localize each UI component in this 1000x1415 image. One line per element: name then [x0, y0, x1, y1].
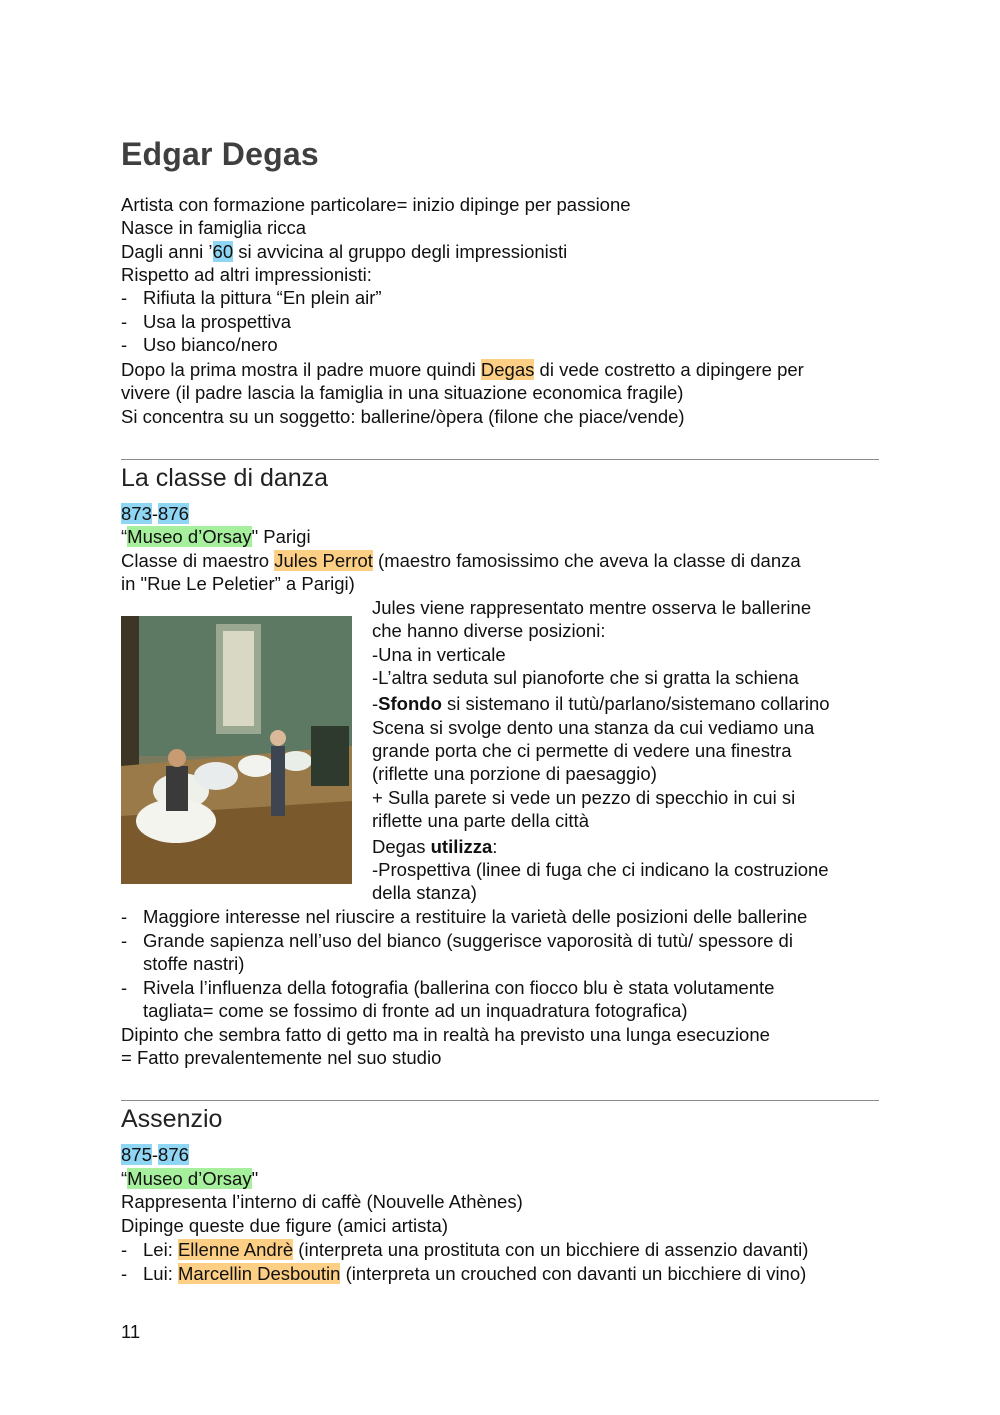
text-span: Dagli anni ’	[121, 241, 213, 262]
bold-text: Sfondo	[378, 693, 442, 714]
text-span: -	[151, 1144, 159, 1165]
intro-line	[121, 240, 567, 263]
bullet-text: Rivela l’influenza della fotografia (ballerina con fiocco blu è stata volutamente	[143, 977, 775, 998]
text-span: (interpreta un crouched con davanti un bicchiere di vino)	[340, 1263, 807, 1284]
text-span: Classe di maestro	[121, 550, 275, 571]
intro-line: Rispetto ad altri impressionisti:	[121, 264, 372, 285]
bullet-item	[121, 286, 382, 309]
text-span: Lui:	[143, 1263, 178, 1284]
text-span: “	[121, 526, 128, 547]
body-line: -Prospettiva (linee di fuga che ci indicano la costruzione	[372, 859, 829, 880]
text-span: si avvicina al gruppo degli impressionisti	[233, 241, 568, 262]
text-span: "	[251, 1168, 259, 1189]
bullet-item	[121, 1238, 808, 1261]
bullet-item	[121, 929, 793, 952]
museum-line	[121, 1167, 258, 1190]
text-span: :	[492, 836, 498, 857]
body-line: (riflette una porzione di paesaggio)	[372, 763, 657, 784]
body-line: + Sulla parete si vede un pezzo di specchio in cui si	[372, 787, 796, 808]
intro-line: Si concentra su un soggetto: ballerine/òpera (filone che piace/vende)	[121, 406, 685, 427]
text-span: (maestro famosissimo che aveva la classe di danza	[372, 550, 801, 571]
bullet-dash: -	[121, 930, 128, 951]
highlight-year: 60	[212, 241, 234, 262]
highlight-museum: Museo d’Orsay	[127, 526, 252, 547]
bullet-dash: -	[121, 1263, 128, 1284]
body-line: della stanza)	[372, 882, 477, 903]
body-line: che hanno diverse posizioni:	[372, 620, 606, 641]
body-line: Scena si svolge dento una stanza da cui vediamo una	[372, 717, 815, 738]
text-span: si sistemano il tutù/parlano/sistemano collarino	[441, 693, 830, 714]
body-line: Rappresenta l’interno di caffè (Nouvelle Athènes)	[121, 1191, 523, 1212]
highlight-year: 875	[121, 1144, 152, 1165]
highlight-name: Ellenne Andrè	[177, 1239, 294, 1260]
body-line	[121, 549, 801, 572]
body-line: Jules viene rappresentato mentre osserva le ballerine	[372, 597, 812, 618]
date-line	[121, 1143, 189, 1166]
text-span: " Parigi	[251, 526, 311, 547]
painting-image	[121, 616, 352, 884]
body-line: -Una in verticale	[372, 644, 506, 665]
intro-line: vivere (il padre lascia la famiglia in una situazione economica fragile)	[121, 382, 684, 403]
bullet-item	[121, 905, 807, 928]
bullet-text: Maggiore interesse nel riuscire a restituire la varietà delle posizioni delle ballerine	[143, 906, 808, 927]
bullet-dash: -	[121, 906, 128, 927]
bullet-text: Uso bianco/nero	[143, 334, 278, 355]
bullet-dash: -	[121, 977, 128, 998]
body-line: riflette una parte della città	[372, 810, 589, 831]
museum-line	[121, 525, 311, 548]
page-number: 11	[121, 1321, 141, 1342]
highlight-name: Jules Perrot	[274, 550, 373, 571]
intro-line: Artista con formazione particolare= inizio dipinge per passione	[121, 194, 631, 215]
text-span: (interpreta una prostituta con un bicchiere di assenzio davanti)	[293, 1239, 809, 1260]
highlight-name: Degas	[480, 359, 535, 380]
bullet-continuation: tagliata= come se fossimo di fronte ad un inquadratura fotografica)	[143, 1000, 688, 1021]
intro-line: Nasce in famiglia ricca	[121, 217, 307, 238]
dance-class-painting-icon	[121, 616, 352, 884]
highlight-year: 873	[121, 503, 152, 524]
text-span: -	[372, 693, 379, 714]
bullet-text: Usa la prospettiva	[143, 311, 292, 332]
highlight-name: Marcellin Desboutin	[177, 1263, 341, 1284]
highlight-year: 876	[158, 503, 189, 524]
text-span: -	[151, 503, 159, 524]
body-line: in "Rue Le Peletier” a Parigi)	[121, 573, 355, 594]
bullet-item	[121, 333, 278, 356]
bullet-item	[121, 1262, 806, 1285]
highlight-museum: Museo d’Orsay	[127, 1168, 252, 1189]
bullet-dash: -	[121, 287, 128, 308]
text-span: Dopo la prima mostra il padre muore quindi	[121, 359, 481, 380]
body-line: Dipinge queste due figure (amici artista)	[121, 1215, 448, 1236]
body-line: Dipinto che sembra fatto di getto ma in realtà ha previsto una lunga esecuzione	[121, 1024, 770, 1045]
section-heading: Assenzio	[121, 1105, 223, 1133]
bullet-continuation: stoffe nastri)	[143, 953, 245, 974]
bullet-dash: -	[121, 1239, 128, 1260]
highlight-year: 876	[158, 1144, 189, 1165]
bullet-text: Grande sapienza nell’uso del bianco (suggerisce vaporosità di tutù/ spessore di	[143, 930, 793, 951]
intro-line	[121, 358, 804, 381]
bullet-dash: -	[121, 311, 128, 332]
text-span: Degas	[372, 836, 431, 857]
section-divider	[121, 459, 879, 460]
bullet-dash: -	[121, 334, 128, 355]
body-line	[372, 692, 830, 715]
body-line: -L’altra seduta sul pianoforte che si gratta la schiena	[372, 667, 799, 688]
bullet-text: Rifiuta la pittura “En plein air”	[143, 287, 382, 308]
date-line	[121, 502, 189, 525]
page-title: Edgar Degas	[121, 136, 319, 172]
text-span: di vede costretto a dipingere per	[534, 359, 804, 380]
bullet-item	[121, 976, 774, 999]
bullet-item	[121, 310, 291, 333]
body-line: grande porta che ci permette di vedere una finestra	[372, 740, 792, 761]
bold-text: utilizza	[430, 836, 493, 857]
text-span: Lei:	[143, 1239, 178, 1260]
section-divider	[121, 1100, 879, 1101]
text-span: “	[121, 1168, 128, 1189]
body-line	[372, 835, 497, 858]
section-heading: La classe di danza	[121, 464, 329, 492]
body-line: = Fatto prevalentemente nel suo studio	[121, 1047, 442, 1068]
